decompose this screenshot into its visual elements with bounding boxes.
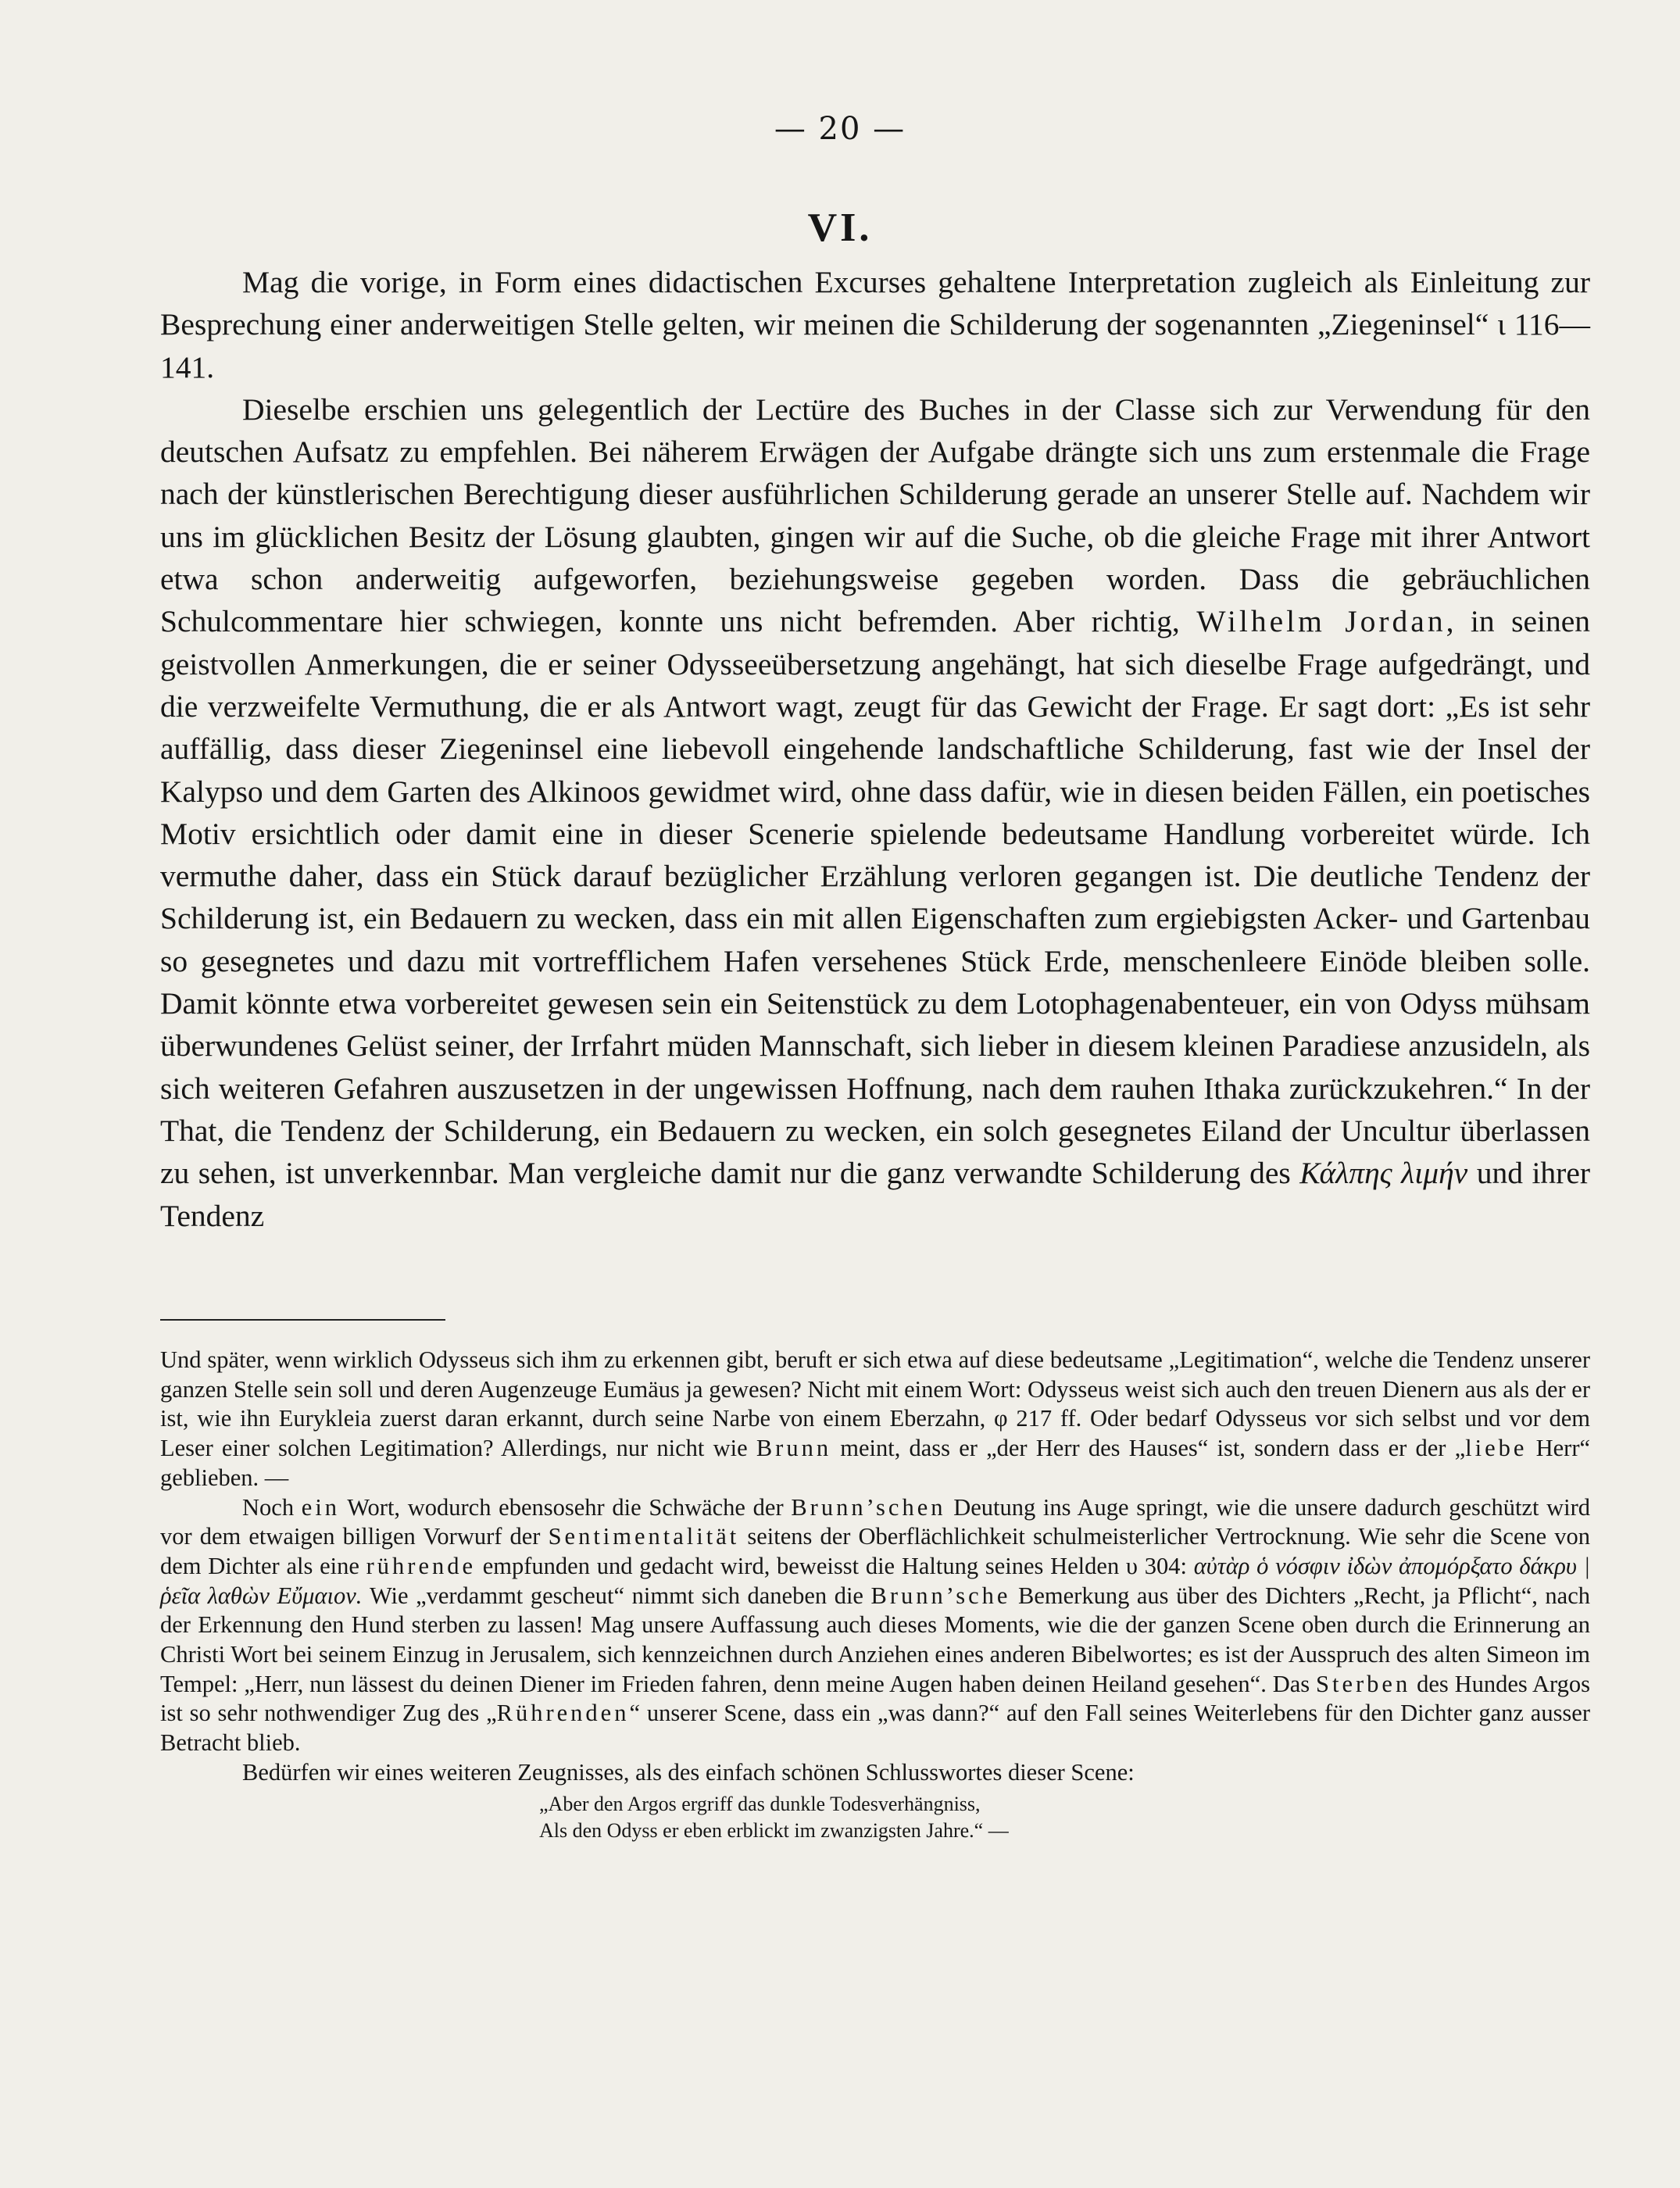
greek-phrase: Κάλπης λιμήν	[1299, 1156, 1468, 1191]
page-number: — 20 —	[774, 111, 906, 147]
emphasized-word: liebe	[1465, 1435, 1528, 1462]
footnotes	[160, 1346, 1590, 1844]
emphasized-word: ein	[301, 1493, 341, 1521]
emphasized-word: Sentimentalität	[548, 1523, 740, 1550]
emphasized-word: Brunn’sche	[870, 1582, 1011, 1609]
emphasized-word: Brunn	[756, 1435, 832, 1462]
footnote-paragraph: Noch ein Wort, wodurch ebensosehr die Schwäche der Brunn’schen Deutung ins Auge springt, wie die unsere dadurch geschützt wird vor dem etwaigen billigen Vorwurf der Sentimentalität seitens der Oberflächlichkeit schulmeisterlicher Vertrocknung. Wie sehr die Scene von dem Dichter als eine rührende empfunden und gedacht wird, beweisst die Haltung seines Helden υ 304: αὐτὰρ ὁ νόσφιν ἰδὼν ἀπομόρξατο δάκρυ | ῥεῖα λαθὼν Εὔμαιον. Wie „verdammt gescheut“ nimmt sich daneben die Brunn’sche Bemerkung aus über des Dichters „Recht, ja Pflicht“, nach der Erkennung den Hund sterben zu lassen! Mag unsere Auffassung auch dieses Moments, wie die der ganzen Scene oben durch die Erinnerung an Christi Wort bei seinem Einzug in Jerusalem, sich kennzeichnen durch Anziehen eines anderen Bibelwortes; es ist der Ausspruch des alten Simeon im Tempel: „Herr, nun lässest du deinen Diener im Frieden fahren, denn meine Augen haben deinen Heiland gesehen“. Das Sterben des Hundes Argos ist so sehr nothwendiger Zug des „Rührenden“ unserer Scene, dass ein „was dann?“ auf den Fall seines Weiterlebens für den Dichter ganz ausser Betracht blieb.	[160, 1493, 1591, 1757]
footnote-paragraph: Bedürfen wir eines weiteren Zeugnisses, als des einfach schönen Schlusswortes dieser Scene:	[242, 1758, 1135, 1786]
emphasized-word: Rührenden	[496, 1700, 630, 1727]
main-paragraph: Dieselbe erschien uns gelegentlich der Lectüre des Buches in der Classe sich zur Verwendung für den deutschen Aufsatz zu empfehlen. Bei näherem Erwägen der Aufgabe drängte sich uns zum erstenmale die Frage nach der künstlerischen Berechtigung dieser ausführlichen Schilderung gerade an unserer Stelle auf. Nachdem wir uns im glücklichen Besitz der Lösung glaubten, gingen wir auf die Suche, ob die gleiche Frage mit ihrer Antwort etwa schon anderweitig aufgeworfen, beziehungsweise gegeben worden. Dass die gebräuchlichen Schulcommentare hier schwiegen, konnte uns nicht befremden. Aber richtig, Wilhelm Jordan, in seinen geistvollen Anmerkungen, die er seiner Odysseeübersetzung angehängt, hat sich dieselbe Frage aufgedrängt, und die verzweifelte Vermuthung, die er als Antwort wagt, zeugt für das Gewicht der Frage. Er sagt dort: „Es ist sehr auffällig, dass dieser Ziegeninsel eine liebevoll eingehende landschaftliche Schilderung, fast wie der Insel der Kalypso und dem Garten des Alkinoos gewidmet wird, ohne dass dafür, wie in diesen beiden Fällen, ein poetisches Motiv ersichtlich oder damit eine in dieser Scenerie spielende bedeutsame Handlung vorbereitet würde. Ich vermuthe daher, dass ein Stück darauf bezüglicher Erzählung verloren gegangen ist. Die deutliche Tendenz der Schilderung ist, ein Bedauern zu wecken, dass ein mit allen Eigenschaften zum ergiebigsten Acker- und Gartenbau so gesegnetes und dazu mit vortrefflichem Hafen versehenes Stück Erde, menschenleere Einöde bleiben solle. Damit könnte etwa vorbereitet gewesen sein ein Seitenstück zu dem Lotophagenabenteuer, ein von Odyss mühsam überwundenes Gelüst seiner, der Irrfahrt müden Mannschaft, sich lieber in diesem kleinen Paradiese anzusideln, als sich weiteren Gefahren auszusetzen in der ungewissen Hoffnung, nach dem rauhen Ithaka zurückzukehren.“ In der That, die Tendenz der Schilderung, ein Bedauern zu wecken, ein solch gesegnetes Eiland der Uncultur überlassen zu sehen, ist unverkennbar. Man vergleiche damit nur die ganz verwandte Schilderung des Κάλπης λιμήν und ihrer Tendenz	[160, 391, 1591, 1233]
main-paragraph: Mag die vorige, in Form eines didactischen Excurses gehaltene Interpretation zugleich als Einleitung zur Besprechung einer anderweitigen Stelle gelten, wir meinen die Schilderung der sogenannten „Ziegeninsel“ ι 116—141.	[160, 265, 1590, 384]
verse-quote	[160, 1791, 1590, 1844]
greek-quote: αὐτὰρ ὁ νόσφιν ἰδὼν ἀπομόρξατο δάκρυ | ῥεῖα λαθὼν Εὔμαιον.	[160, 1552, 1591, 1609]
verse-line: „Aber den Argos ergriff das dunkle Todesverhängniss,	[539, 1792, 981, 1815]
section-heading: VI.	[807, 206, 873, 250]
emphasized-word: Sterben	[1316, 1670, 1411, 1697]
footnote-paragraph: Und später, wenn wirklich Odysseus sich ihm zu erkennen gibt, beruft er sich etwa auf diese bedeutsame „Legitimation“, welche die Tendenz unserer ganzen Stelle sein soll und deren Augenzeuge Eumäus ja gewesen? Nicht mit einem Wort: Odysseus weist sich auch den treuen Dienern aus als der er ist, wie ihn Eurykleia zuerst daran erkannt, durch seine Narbe von einem Eberzahn, φ 217 ff. Oder bedarf Odysseus vor sich selbst und vor dem Leser einer solchen Legitimation? Allerdings, nur nicht wie Brunn meint, dass er „der Herr des Hauses“ ist, sondern dass er der „liebe Herr“ geblieben. —	[160, 1346, 1591, 1491]
footnote-separator	[160, 1319, 445, 1321]
emphasized-word: Brunn’schen	[791, 1493, 946, 1521]
author-name: Wilhelm Jordan	[1196, 604, 1446, 639]
emphasized-word: rührende	[366, 1552, 477, 1579]
main-text	[160, 261, 1590, 1237]
verse-line: Als den Odyss er eben erblickt im zwanzigsten Jahre.“ —	[539, 1818, 1009, 1842]
